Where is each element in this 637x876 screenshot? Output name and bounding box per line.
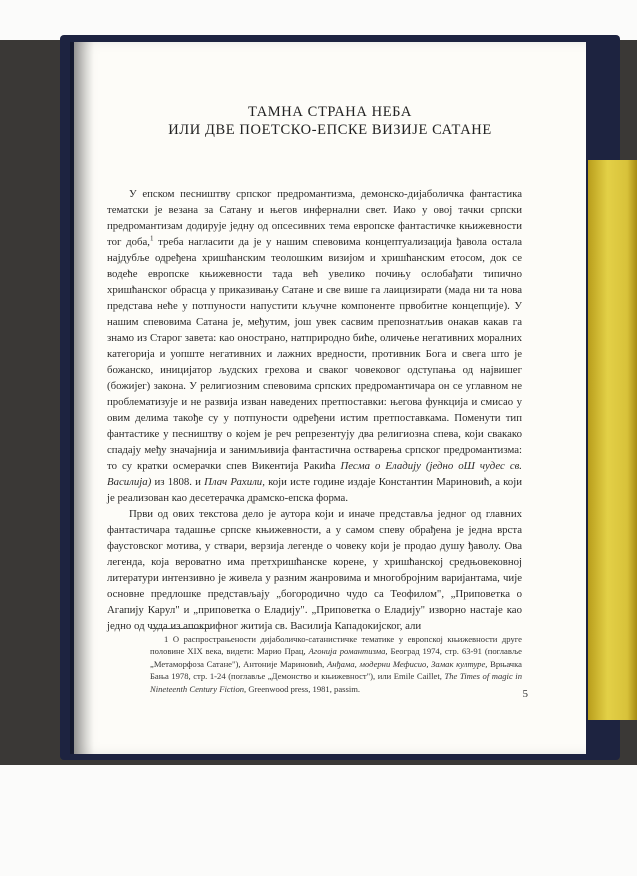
page-number: 5 — [522, 688, 528, 700]
footnote — [150, 633, 522, 695]
text-run: Greenwood press, 1981, passim. — [246, 683, 361, 694]
text-run: који исте године издаје Константин Мариновић, а који је реализован као десетерачка драмско-епска форма. — [107, 476, 522, 504]
gold-page-edge — [588, 160, 637, 720]
chapter-title-line-2: ИЛИ ДВЕ ПОЕТСКО-ЕПСКЕ ВИЗИЈЕ САТАНЕ — [168, 122, 492, 138]
paragraph — [107, 186, 522, 506]
footnote-marker: 1 — [149, 234, 154, 243]
text-run: Београд 1974, стр. 63-91 (поглавље „Метаморфоза Сатане"), Антоније Мариновић, — [150, 646, 522, 669]
footnote-text — [150, 633, 522, 695]
text-run: Први од ових текстова дело је аутора који и иначе представља једног од главних фантастичара тадашње српске књижевности, а у самом спеву обрађена је једна врста фаустовског мотива, у ствари, верзија легенде о човеку који је продао душу ђаволу. Ова легенда, која вероватно има претхришћанске корене, у хришћанској средњовековној литератури интензивно је живела у разним жанровима и многобројним варијантама, чије основне предлошке представљају „богородично чудо са Теофилом", „Приповетка о Агапију Карул" и „приповетка о Еладију". „Приповетка о Еладију" изворно настаје као једно од чуда из апокрифног житија св. Василија Кападокијског, али — [107, 508, 522, 632]
italic-title: Песма о Еладију (једно оШ чудес св. Василија) — [107, 460, 522, 488]
italic-title: Анђама, модерни Мефисио, — [326, 658, 429, 669]
text-run: 1 О распрострањености дијаболичко-сатанистичке тематике у европској књижевности друге половине XIX века, видети: Марио Прац, — [150, 634, 522, 657]
chapter-title-line-1: ТАМНА СТРАНА НЕБА — [248, 104, 412, 120]
italic-title: Агонија романтизма, — [308, 646, 388, 657]
gutter-shadow — [70, 42, 94, 754]
text-run: У епском песништву српског предромантизма, демонско-дијаболичка фантастика тематски је везана за Сатану и његов инфернални свет. Иако у овој тачки српски предромантизам додирује једну од опсесивних тема европске фантастичке књижевности тог доба, — [107, 188, 522, 248]
italic-title: Замак културе, — [431, 658, 488, 669]
text-run: треба нагласити да је у нашим спевовима концептуализација ђавола остала најдубље одређена хришћанским теолошким визијом и хришћанским етосом, док се водеће европске књижевности тада већ увелико почињу ослобађати типично хришћанског обрасца у приказивању Сатане и све више га лаицизирати (мада ни та нова представа неће у потпуности напустити кључне компоненте првобитне концепције). У нашим спевовима Сатана је, међутим, још увек сасвим препознатљив онакав какав га знамо из Старог завета: као онострано, натприродно биће, оличење негативних моралних категорија и уопште негативних и лажних вредности, противник Бога и свега што је божанско, иницијатор људских грехова и сваког човековог одступања од највишег (божијег) закона. У религиозним спевовима српских предромантичара он се углавном не проблематизује и не развија изван наведених претпоставки: његова функција и смисао у овим делима такође су у потпуности одређени истим претпоставкама. Поменути тип фантастике у песништву о којем је реч репрезентују два религиозна спева, који свакако спадају међу значајнија и занимљивија фантастична остварења српског предромантизма: то су кратки осмерачки спев Викентија Ракића — [107, 236, 522, 472]
paragraph — [107, 506, 522, 634]
footnote-rule — [150, 628, 210, 629]
body-text — [107, 186, 522, 634]
text-run: из 1808. и — [151, 476, 205, 488]
text-run: Врњачка Бања 1978, стр. 1-24 (поглавље „Демонство и књижевност"), или Emile Caillet, — [150, 658, 522, 682]
italic-title: Плач Рахили, — [204, 476, 265, 488]
italic-title: The Times of magic in Nineteenth Century Fiction, — [150, 671, 522, 694]
